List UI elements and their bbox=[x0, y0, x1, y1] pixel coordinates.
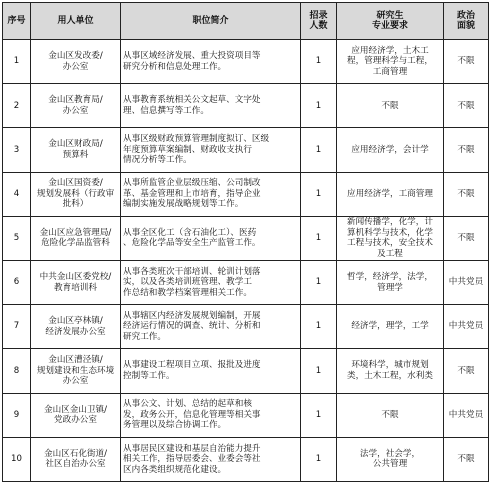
cell-index: 2 bbox=[3, 84, 31, 128]
cell-politics: 不限 bbox=[444, 172, 489, 216]
cell-unit-line: 办公室 bbox=[62, 61, 89, 72]
cell-intro bbox=[121, 128, 301, 172]
cell-index: 7 bbox=[3, 305, 31, 349]
cell-major bbox=[337, 128, 444, 172]
cell-major-line: 新闻传播学，化学，计 bbox=[347, 217, 433, 228]
cell-unit-line: 社区自治办公室 bbox=[45, 459, 106, 470]
table-row bbox=[3, 216, 489, 260]
cell-unit bbox=[31, 437, 121, 481]
cell-major-line: 法学，社会学， bbox=[359, 448, 421, 459]
cell-unit-line: 经济发展办公室 bbox=[45, 326, 106, 337]
cell-intro bbox=[121, 40, 301, 84]
cell-count: 1 bbox=[301, 349, 337, 393]
cell-intro-line: 理、信息撰写等工作。 bbox=[123, 105, 209, 116]
cell-index: 6 bbox=[3, 260, 31, 304]
cell-politics: 不限 bbox=[444, 40, 489, 84]
header-major-line: 研究生 bbox=[376, 10, 404, 21]
cell-major-line: 环境科学，城市规划 bbox=[351, 360, 429, 371]
header-major-line: 专业要求 bbox=[371, 21, 408, 31]
cell-intro-line: 编制实施发展战略规划等工作。 bbox=[123, 199, 244, 210]
cell-intro bbox=[121, 172, 301, 216]
cell-politics: 中共党员 bbox=[444, 305, 489, 349]
cell-intro-line: 作总结和教学档案管理相关工作。 bbox=[123, 287, 252, 298]
recruitment-table-container bbox=[2, 2, 489, 482]
cell-unit-line: 金山区石化街道/ bbox=[43, 448, 108, 459]
cell-count: 1 bbox=[301, 216, 337, 260]
cell-intro-line: 从事全区化工（含石油化工）、医药 bbox=[123, 227, 257, 238]
header-count-line: 招录 bbox=[309, 10, 328, 21]
cell-intro-line: 研究分析和信息处理工作。 bbox=[123, 61, 227, 72]
recruitment-table bbox=[2, 2, 489, 482]
header-count-line: 人数 bbox=[309, 21, 328, 31]
cell-major-line: 经济学，理学，工学 bbox=[351, 321, 429, 332]
cell-politics: 不限 bbox=[444, 216, 489, 260]
cell-intro-line: 从事建设工程项目立项、报批及进度 bbox=[123, 360, 261, 371]
cell-intro-line: 年度预算草案编制、财政收支执行 bbox=[123, 144, 252, 155]
cell-unit bbox=[31, 40, 121, 84]
cell-intro bbox=[121, 260, 301, 304]
cell-intro-line: 区内各类组织规范化建设。 bbox=[123, 464, 227, 475]
header-politics bbox=[444, 3, 489, 40]
cell-count: 1 bbox=[301, 128, 337, 172]
cell-major-line: 不限 bbox=[381, 100, 399, 111]
cell-intro-line: 从事公文、计划、总结的起草和核 bbox=[123, 399, 252, 410]
header-row bbox=[3, 3, 489, 40]
cell-politics: 中共党员 bbox=[444, 393, 489, 437]
cell-intro-line: 从事居民区建设和基层自治能力提升 bbox=[123, 443, 261, 454]
cell-politics: 不限 bbox=[444, 84, 489, 128]
cell-intro-line: 情况分析等工作。 bbox=[123, 155, 192, 166]
cell-unit-line: 办公室 bbox=[62, 376, 89, 387]
cell-unit-line: 金山区亭林镇/ bbox=[48, 316, 103, 327]
cell-unit bbox=[31, 172, 121, 216]
cell-unit-line: 批科） bbox=[62, 199, 89, 210]
cell-intro-line: 控制等工作。 bbox=[123, 370, 175, 381]
cell-intro-line: 实，以及各类培训班管理、教学工 bbox=[123, 277, 252, 288]
cell-unit bbox=[31, 128, 121, 172]
cell-unit bbox=[31, 349, 121, 393]
cell-major bbox=[337, 349, 444, 393]
cell-intro bbox=[121, 305, 301, 349]
header-count bbox=[301, 3, 337, 40]
cell-intro-line: 从事辖区内经济发展规划编制，开展 bbox=[123, 310, 261, 321]
cell-unit-line: 金山区财政局/ bbox=[48, 139, 103, 150]
cell-major-line: 公共管理 bbox=[372, 459, 408, 470]
cell-major-line: 应用经济学，土木工 bbox=[351, 45, 429, 56]
cell-politics: 不限 bbox=[444, 437, 489, 481]
table-row bbox=[3, 40, 489, 84]
cell-unit bbox=[31, 216, 121, 260]
cell-count: 1 bbox=[301, 305, 337, 349]
cell-index: 4 bbox=[3, 172, 31, 216]
cell-unit bbox=[31, 84, 121, 128]
cell-major-line: 类，土木工程，水利类 bbox=[347, 370, 433, 381]
table-row bbox=[3, 437, 489, 481]
cell-unit-line: 办公室 bbox=[62, 105, 89, 116]
table-row bbox=[3, 84, 489, 128]
cell-major-line: 程，管理科学与工程， bbox=[347, 56, 433, 67]
header-major bbox=[337, 3, 444, 40]
cell-count: 1 bbox=[301, 40, 337, 84]
cell-major bbox=[337, 216, 444, 260]
cell-unit-line: 金山区国资委/ bbox=[48, 178, 103, 189]
header-unit: 用人单位 bbox=[31, 3, 121, 40]
cell-unit-line: 金山区应急管理局/ bbox=[39, 227, 112, 238]
cell-major-line: 应用经济学，会计学 bbox=[351, 144, 429, 155]
cell-unit-line: 中共金山区委党校/ bbox=[39, 272, 112, 283]
header-intro: 职位简介 bbox=[121, 3, 301, 40]
header-index: 序号 bbox=[3, 3, 31, 40]
cell-major bbox=[337, 260, 444, 304]
cell-intro-line: 、危险化学品等安全生产监管工作。 bbox=[123, 238, 261, 249]
cell-index: 8 bbox=[3, 349, 31, 393]
cell-politics: 不限 bbox=[444, 349, 489, 393]
cell-major-line: 算机科学与技术，化学 bbox=[347, 227, 433, 238]
cell-unit-line: 规划发展科（行政审 bbox=[36, 188, 115, 199]
header-politics-line: 政治 bbox=[456, 10, 475, 21]
table-row bbox=[3, 260, 489, 304]
table-row bbox=[3, 128, 489, 172]
cell-index: 9 bbox=[3, 393, 31, 437]
table-body bbox=[3, 40, 489, 482]
cell-unit-line: 危险化学品监管科 bbox=[41, 238, 110, 249]
cell-count: 1 bbox=[301, 84, 337, 128]
cell-index: 10 bbox=[3, 437, 31, 481]
cell-politics: 中共党员 bbox=[444, 260, 489, 304]
cell-intro-line: 从事教育系统相关公文起草、文字处 bbox=[123, 95, 261, 106]
header-politics-line: 面貌 bbox=[456, 21, 475, 31]
cell-major-line: 及工程 bbox=[377, 248, 403, 259]
cell-major-line: 哲学，经济学，法学， bbox=[347, 272, 433, 283]
cell-intro bbox=[121, 349, 301, 393]
cell-major bbox=[337, 84, 444, 128]
table-row bbox=[3, 393, 489, 437]
cell-count: 1 bbox=[301, 172, 337, 216]
cell-intro-line: 研究工作。 bbox=[123, 331, 166, 342]
cell-unit-line: 金山区发改委/ bbox=[48, 51, 103, 62]
cell-major bbox=[337, 437, 444, 481]
cell-unit-line: 金山区金山卫镇/ bbox=[43, 404, 108, 415]
cell-intro-line: 务管理以及综合协调工作。 bbox=[123, 420, 227, 431]
cell-count: 1 bbox=[301, 260, 337, 304]
cell-index: 1 bbox=[3, 40, 31, 84]
cell-major-line: 工商管理 bbox=[372, 66, 408, 77]
cell-major bbox=[337, 305, 444, 349]
cell-intro bbox=[121, 84, 301, 128]
cell-intro-line: 从事各类班次干部培训、轮训计划落 bbox=[123, 266, 261, 277]
cell-major bbox=[337, 40, 444, 84]
cell-major-line: 工程与技术，安全技术 bbox=[347, 238, 433, 249]
cell-major-line: 管理学 bbox=[377, 282, 403, 293]
cell-intro-line: 经济运行情况的调查、统计、分析和 bbox=[123, 321, 261, 332]
cell-unit-line: 党政办公室 bbox=[54, 415, 97, 426]
cell-intro-line: 发，政务公开，信息化管理等相关事 bbox=[123, 409, 261, 420]
cell-intro-line: 从事区级财政预算管理制度拟订、区级 bbox=[123, 134, 270, 145]
cell-unit-line: 教育培训科 bbox=[54, 282, 97, 293]
cell-count: 1 bbox=[301, 393, 337, 437]
cell-index: 5 bbox=[3, 216, 31, 260]
cell-major bbox=[337, 172, 444, 216]
table-row bbox=[3, 172, 489, 216]
cell-unit bbox=[31, 305, 121, 349]
table-row bbox=[3, 305, 489, 349]
cell-count: 1 bbox=[301, 437, 337, 481]
cell-major-line: 不限 bbox=[381, 409, 399, 420]
cell-intro bbox=[121, 216, 301, 260]
cell-intro bbox=[121, 437, 301, 481]
cell-index: 3 bbox=[3, 128, 31, 172]
cell-unit bbox=[31, 393, 121, 437]
cell-unit-line: 规划建设和生态环境 bbox=[36, 365, 115, 376]
cell-intro-line: 革、基金管理和上市培育，指导企业 bbox=[123, 188, 261, 199]
cell-intro bbox=[121, 393, 301, 437]
cell-unit-line: 金山区教育局/ bbox=[48, 95, 103, 106]
cell-unit-line: 预算科 bbox=[62, 149, 89, 160]
cell-intro-line: 相关工作，指导居委会、业委会等社 bbox=[123, 454, 261, 465]
cell-intro-line: 从事所监管企业层级压缩、公司制改 bbox=[123, 178, 261, 189]
cell-major-line: 应用经济学，工商管理 bbox=[347, 188, 433, 199]
cell-unit-line: 金山区漕泾镇/ bbox=[48, 355, 103, 366]
cell-intro-line: 从事区域经济发展、重大投资项目等 bbox=[123, 51, 261, 62]
cell-unit bbox=[31, 260, 121, 304]
table-row bbox=[3, 349, 489, 393]
cell-politics: 不限 bbox=[444, 128, 489, 172]
cell-major bbox=[337, 393, 444, 437]
